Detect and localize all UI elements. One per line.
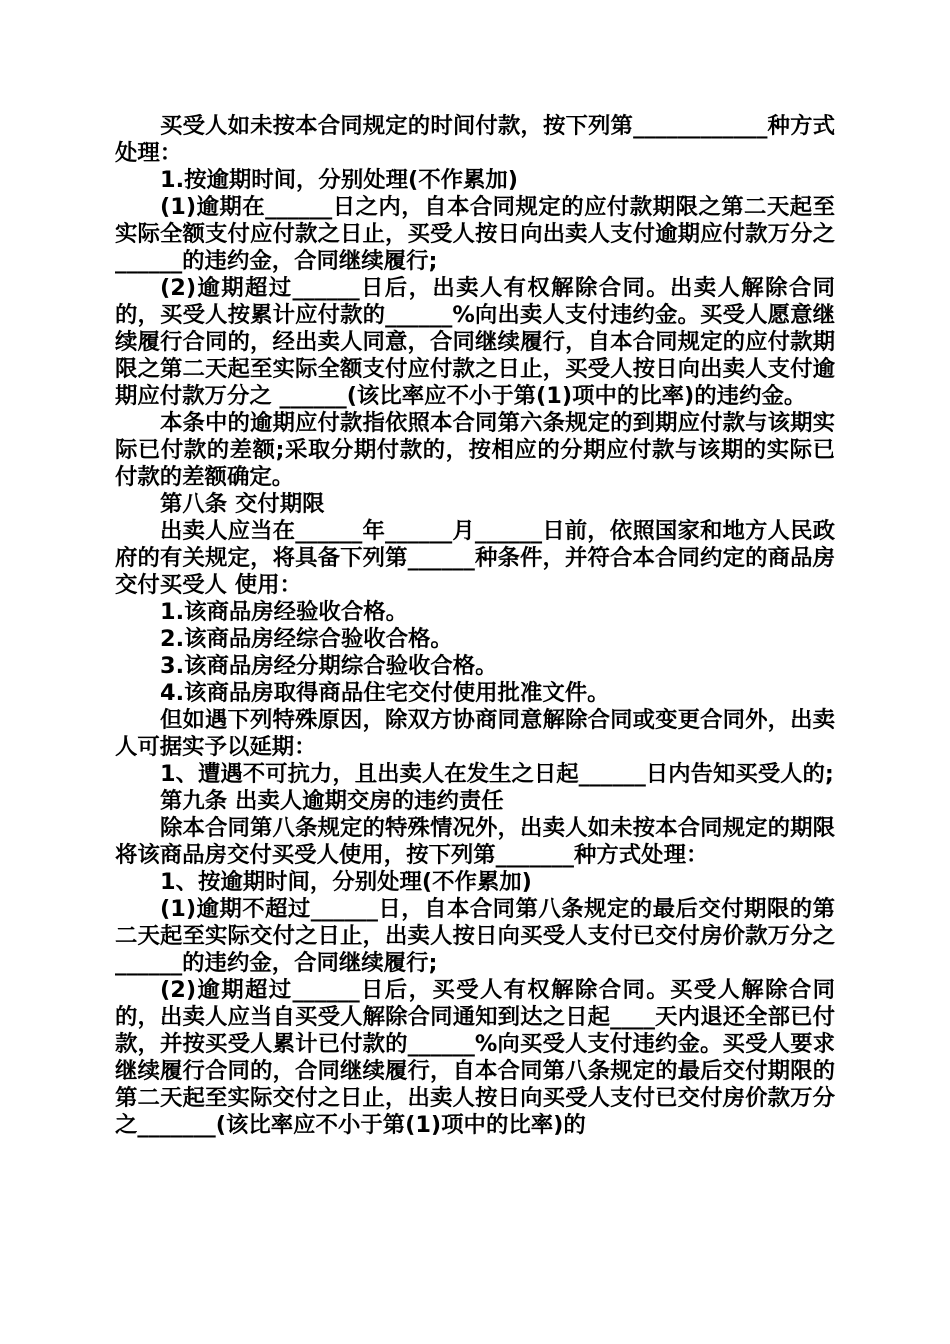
paragraph: 但如遇下列特殊原因，除双方协商同意解除合同或变更合同外，出卖人可据实予以延期： — [115, 707, 835, 760]
paragraph: 出卖人应当在______年______月______日前，依照国家和地方人民政府的有关规定，将具备下列第______种条件，并符合本合同约定的商品房交付买受人 使用： — [115, 518, 835, 598]
list-item: 2.该商品房经综合验收合格。 — [160, 626, 453, 652]
paragraph: (1)逾期在______日之内，自本合同规定的应付款期限之第二天起至实际全额支付应付款之日止，买受人按日向出卖人支付逾期应付款万分之______的违约金，合同继续履行; — [115, 194, 835, 274]
paragraph: 买受人如未按本合同规定的时间付款，按下列第____________种方式处理： — [115, 113, 835, 166]
paragraph: (2)逾期超过______日后，买受人有权解除合同。买受人解除合同的，出卖人应当自买受人解除合同通知到达之日起____天内退还全部已付款，并按买受人累计已付款的______%向买受人支付违约金。买受人要求继续履行合同的，合同继续履行，自本合同第八条规定的最后交付期限的第二天起至实际交付之日止，出卖人按日向买受人支付已交付房价款万分之_______(该比率应不小于第(1)项中的比率)的 — [115, 977, 835, 1138]
list-item: 1.该商品房经验收合格。 — [160, 599, 408, 625]
list-item: 3.该商品房经分期综合验收合格。 — [160, 653, 498, 679]
paragraph: (2)逾期超过______日后，出卖人有权解除合同。出卖人解除合同的，买受人按累计应付款的______%向出卖人支付违约金。买受人愿意继续履行合同的，经出卖人同意，合同继续履行，自本合同规定的应付款期限之第二天起至实际全额支付应付款之日止，买受人按日向出卖人支付逾期应付款万分之 ______(该比率应不小于第(1)项中的比率)的违约金。 — [115, 275, 835, 409]
paragraph: (1)逾期不超过______日，自本合同第八条规定的最后交付期限的第二天起至实际交付之日止，出卖人按日向买受人支付已交付房价款万分之______的违约金，合同继续履行; — [115, 896, 835, 976]
list-item: 1、按逾期时间，分别处理(不作累加) — [160, 869, 532, 895]
list-item: 4.该商品房取得商品住宅交付使用批准文件。 — [160, 680, 610, 706]
document-body — [115, 113, 835, 1139]
paragraph: 本条中的逾期应付款指依照本合同第六条规定的到期应付款与该期实际已付款的差额;采取分期付款的，按相应的分期应付款与该期的实际已付款的差额确定。 — [115, 410, 835, 490]
paragraph: 1.按逾期时间，分别处理(不作累加) — [160, 167, 519, 193]
section-heading: 第八条 交付期限 — [160, 491, 325, 517]
paragraph: 除本合同第八条规定的特殊情况外，出卖人如未按本合同规定的期限将该商品房交付买受人使用，按下列第_______种方式处理： — [115, 815, 835, 868]
section-heading: 第九条 出卖人逾期交房的违约责任 — [160, 788, 504, 814]
list-item: 1、遭遇不可抗力，且出卖人在发生之日起______日内告知买受人的; — [160, 761, 834, 787]
